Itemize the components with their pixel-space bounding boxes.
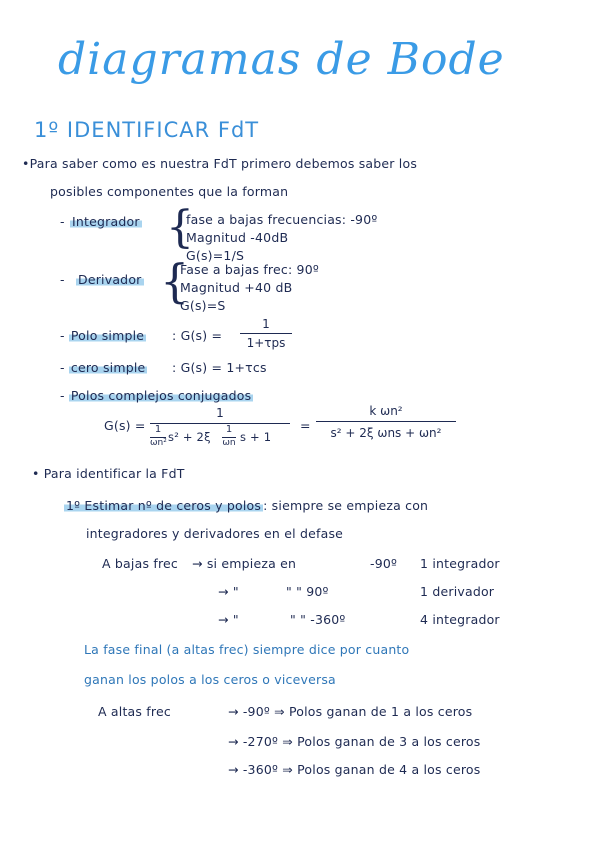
bajas-row-0-value: -90º — [370, 556, 398, 571]
bajas-row-2-value: " " -360º — [290, 612, 346, 627]
integrador-magnitud: Magnitud -40dB — [186, 230, 289, 245]
paso1-label: 1º Estimar nº de ceros y polos — [66, 498, 262, 513]
polos-complejos-den1-b: ωn² — [150, 438, 167, 448]
paso1-rest: : siempre se empieza con — [263, 498, 429, 513]
polo-simple-label: - Polo simple — [60, 328, 145, 343]
integrador-label-text: Integrador — [72, 214, 140, 229]
cero-simple-expr: : G(s) = 1+τcs — [172, 360, 267, 375]
intro-line-2: posibles componentes que la forman — [50, 184, 289, 199]
polos-complejos-bar2 — [316, 421, 456, 422]
derivador-magnitud: Magnitud +40 dB — [180, 280, 293, 295]
derivador-brace: { — [160, 254, 190, 308]
altas-row-2: → -360º ⇒ Polos ganan de 4 a los ceros — [228, 762, 481, 777]
polos-complejos-den1-d: ωn — [222, 438, 236, 448]
polos-complejos-gs: G(s) = — [104, 418, 146, 433]
derivador-label — [76, 272, 144, 287]
integrador-label — [70, 214, 142, 229]
polo-simple-den: 1+τps — [246, 336, 286, 350]
intro-line-1: •Para saber como es nuestra FdT primero debemos saber los — [22, 156, 418, 171]
bajas-row-1-arrow: → " — [218, 584, 239, 599]
integrador-fase: fase a bajas frecuencias: -90º — [186, 212, 378, 227]
polos-complejos-label-text: Polos complejos conjugados — [70, 388, 252, 403]
bajas-row-2-result: 4 integrador — [420, 612, 500, 627]
bajas-row-2-arrow: → " — [218, 612, 239, 627]
integrador-brace: { — [166, 202, 194, 253]
derivador-dash: - — [60, 272, 65, 287]
bajas-row-0-result: 1 integrador — [420, 556, 500, 571]
bajas-row-0-arrow: → si empieza en — [192, 556, 297, 571]
polos-complejos-den1-c: 1 — [225, 424, 233, 435]
polos-complejos-eq: = — [300, 418, 311, 433]
polo-simple-label-text: Polo simple — [70, 328, 145, 343]
integrador-dash: - — [60, 214, 65, 229]
polos-complejos-den1-rest: s² + 2ξ — [168, 430, 211, 444]
polos-complejos-num1: 1 — [216, 406, 224, 420]
bajas-row-1-result: 1 derivador — [420, 584, 495, 599]
paso1-line — [64, 498, 428, 513]
cero-simple-label-text: cero simple — [70, 360, 146, 375]
cero-simple-label: - cero simple — [60, 360, 146, 375]
polos-complejos-den1-a: 1 — [154, 424, 162, 435]
bajas-row-1-value: " " 90º — [286, 584, 329, 599]
polo-simple-fraction-bar — [240, 333, 292, 334]
polos-complejos-den1-end: s + 1 — [240, 430, 272, 444]
derivador-label-text: Derivador — [78, 272, 142, 287]
polo-simple-num: 1 — [262, 317, 270, 331]
polos-complejos-den2: s² + 2ξ ωns + ωn² — [330, 426, 442, 440]
fase-final-line-2: ganan los polos a los ceros o viceversa — [84, 672, 336, 687]
polo-simple-expr: : G(s) = — [172, 328, 223, 343]
identificar-bullet: • Para identificar la FdT — [32, 466, 185, 481]
derivador-fase: Fase a bajas frec: 90º — [180, 262, 319, 277]
altas-label: A altas frec — [98, 704, 171, 719]
derivador-gs: G(s)=S — [180, 298, 226, 313]
bajas-label: A bajas frec — [102, 556, 178, 571]
integrador-gs: G(s)=1/S — [186, 248, 245, 263]
polos-complejos-bar1 — [150, 423, 290, 424]
fase-final-line-1: La fase final (a altas frec) siempre dice por cuanto — [84, 642, 410, 657]
altas-row-0: → -90º ⇒ Polos ganan de 1 a los ceros — [228, 704, 473, 719]
page-title: diagramas de Bode — [58, 34, 505, 85]
section-heading: 1º IDENTIFICAR FdT — [34, 118, 260, 142]
altas-row-1: → -270º ⇒ Polos ganan de 3 a los ceros — [228, 734, 481, 749]
paso1-line-2: integradores y derivadores en el defase — [86, 526, 344, 541]
polos-complejos-label: - Polos complejos conjugados — [60, 388, 252, 403]
polos-complejos-num2: k ωn² — [369, 404, 403, 418]
